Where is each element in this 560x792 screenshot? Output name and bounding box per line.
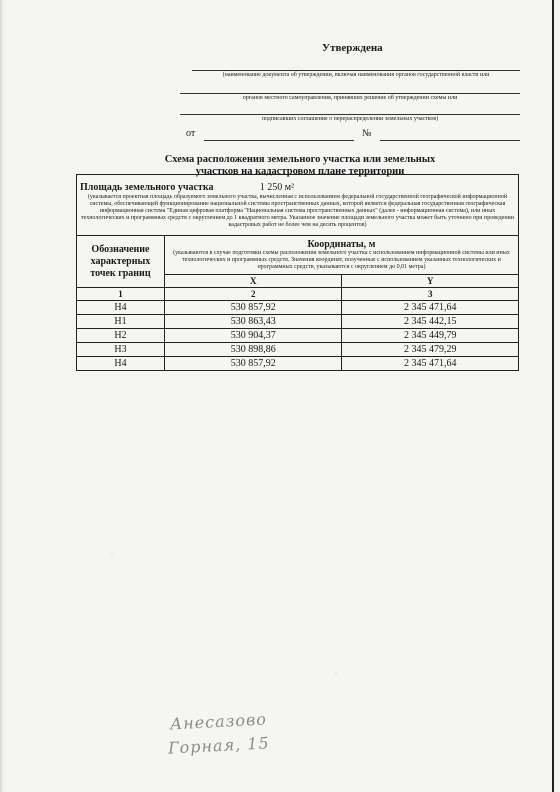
date-from-label: от [186, 128, 196, 139]
approval-line-3 [180, 114, 520, 115]
y-header: Y [342, 275, 519, 288]
y-value: 2 345 479,29 [342, 343, 519, 357]
coordinates-table [76, 174, 519, 371]
approval-caption-1: (наименование документа об утверждении, включая наименования органов государственной власти или [222, 72, 490, 78]
area-note: (указывается проектная площадь образуемого земельного участка, вычисленная с использованием федеральной государственной географической информационной системы, обеспечивающей функционирование национальной системы пространственных данных, которой является федеральная государственная географическая информационная система "Единая цифровая платформа "Национальная система пространственных данных" (далее - информационная система), или иных технологических и программных средств с округлением до 1 квадратного метра. Указанное значение площади земельного участка может быть уточнено при проведении кадастровых работ не более чем на десять процентов) [81, 193, 514, 228]
coords-header-cell [164, 236, 518, 275]
number-line [380, 140, 520, 141]
table-row [77, 343, 519, 357]
table-row [77, 301, 519, 315]
table-row [77, 357, 519, 371]
scan-edge-right [552, 0, 554, 792]
handwritten-note-line-1: Анесазово [169, 709, 268, 734]
scheme-title-line-2: участков на кадастровом плане территории [195, 166, 405, 177]
y-value: 2 345 449,79 [342, 329, 519, 343]
col-index-1: 1 [77, 288, 165, 301]
y-value: 2 345 471,64 [342, 357, 519, 371]
index-row [77, 288, 519, 301]
coords-header: Координаты, м [307, 239, 376, 250]
coords-note: (указываются в случае подготовки схемы расположения земельного участка с использованием информационной системы или иных технологических и программных средств. Значения координат, полученные с использованием указанных технологических и программных средств, указываются с округлением до 0,01 метра) [173, 250, 510, 270]
x-value: 530 898,86 [164, 343, 342, 357]
area-cell [77, 175, 519, 236]
col-index-2: 2 [164, 288, 342, 301]
handwritten-note-line-2: Горная, 15 [167, 733, 271, 758]
approval-line-2 [180, 93, 520, 94]
point-name: Н4 [77, 301, 165, 315]
x-value: 530 904,37 [164, 329, 342, 343]
date-line [204, 140, 354, 141]
x-value: 530 863,43 [164, 315, 342, 329]
number-label: № [362, 128, 372, 139]
scan-edge-left [0, 0, 4, 792]
table-row [77, 315, 519, 329]
col-index-3: 3 [342, 288, 519, 301]
table-row [77, 329, 519, 343]
point-name: Н4 [77, 357, 165, 371]
approval-caption-3: подписавших соглашение о перераспределении земельных участков) [261, 116, 439, 122]
approved-heading: Утверждена [322, 42, 383, 54]
point-name: Н1 [77, 315, 165, 329]
points-header: Обозначение характерных точек границ [77, 236, 165, 288]
point-name: Н2 [77, 329, 165, 343]
point-name: Н3 [77, 343, 165, 357]
approval-caption-2: органов местного самоуправления, принявших решение об утверждении схемы или [242, 95, 458, 101]
coords-header-row [77, 236, 519, 275]
y-value: 2 345 442,15 [342, 315, 519, 329]
approval-line-1 [192, 70, 520, 71]
scheme-title-line-1: Схема расположения земельного участка или земельных [164, 154, 436, 165]
area-label: Площадь земельного участка [80, 181, 214, 193]
y-value: 2 345 471,64 [342, 301, 519, 315]
area-row [77, 175, 519, 236]
x-value: 530 857,92 [164, 301, 342, 315]
x-header: X [164, 275, 342, 288]
x-value: 530 857,92 [164, 357, 342, 371]
area-value: 1 250 м² [259, 181, 295, 193]
